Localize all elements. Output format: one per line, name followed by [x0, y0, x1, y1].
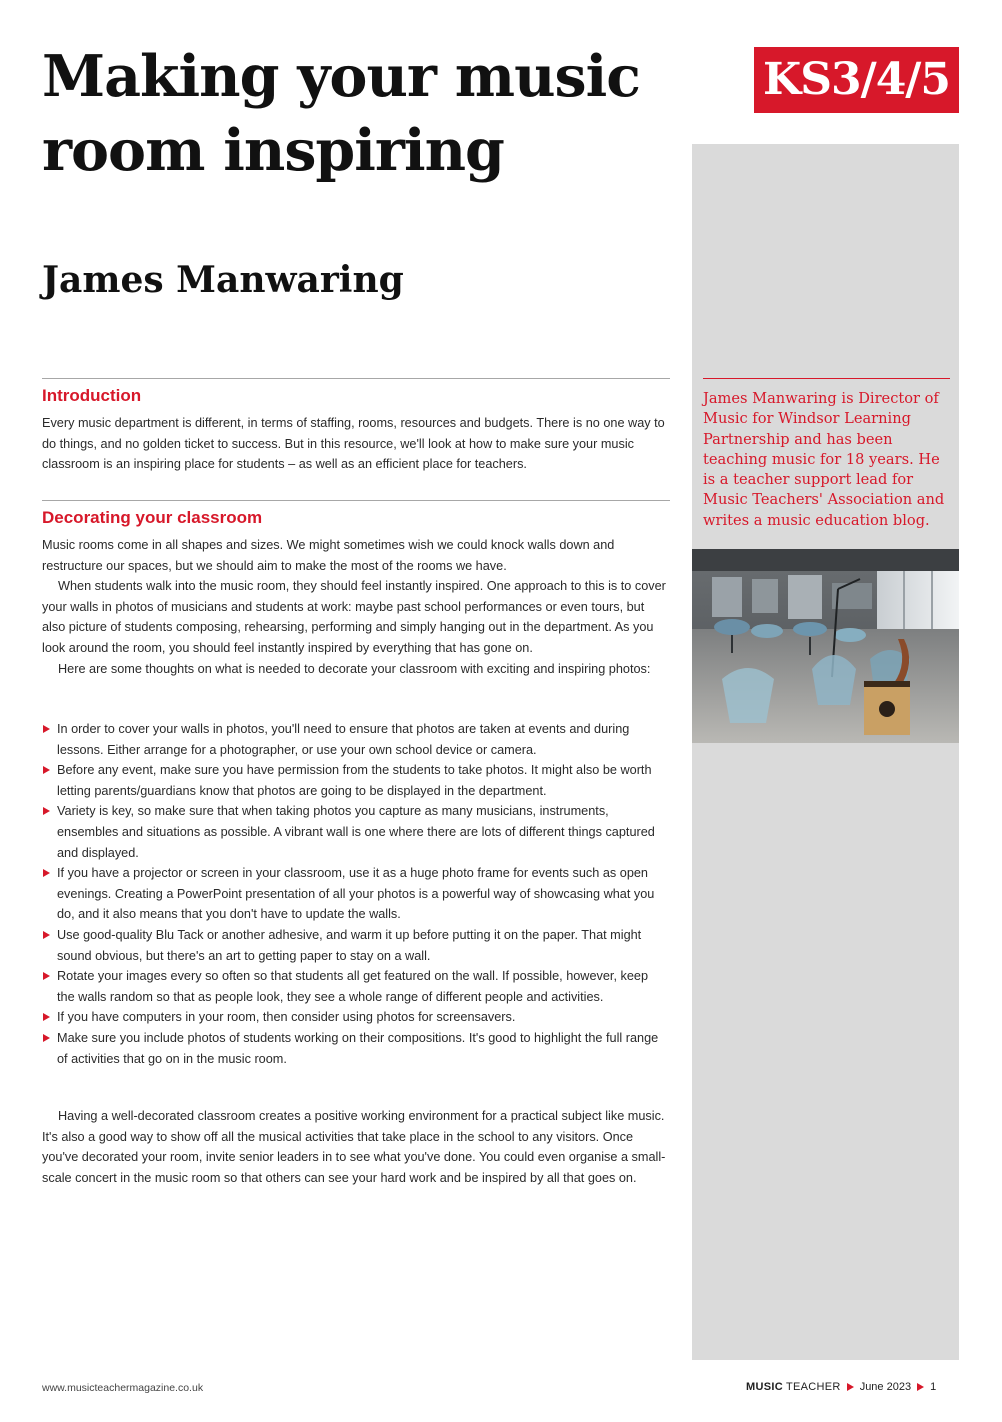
page-title [42, 40, 682, 188]
list-item [42, 966, 667, 1007]
decorating-heading: Decorating your classroom [42, 508, 263, 527]
brand-name-light: TEACHER [786, 1381, 841, 1393]
red-triangle-bullet-icon [43, 725, 50, 733]
red-triangle-bullet-icon [43, 931, 50, 939]
tips-list [42, 719, 667, 1069]
list-item-text: Before any event, make sure you have permission from the students to take photos. It might also be worth letting parents/guardians know that photos are going to be displayed in the department. [57, 763, 652, 798]
list-item [42, 863, 667, 925]
footer-publication [746, 1381, 960, 1393]
list-item [42, 801, 667, 863]
list-item-text: In order to cover your walls in photos, you'll need to ensure that photos are taken at events and during lessons. Either arrange for a photographer, or use your own school device or camera. [57, 722, 630, 757]
list-item-text: Variety is key, so make sure that when taking photos you capture as many musicians, instruments, ensembles and situations as possible. A vibrant wall is one where there are lots of different things captured and displayed. [57, 804, 655, 860]
red-triangle-bullet-icon [43, 766, 50, 774]
red-triangle-bullet-icon [43, 972, 50, 980]
paragraph: Having a well-decorated classroom creates a positive working environment for a practical subject like music. It's also a good way to show off all the musical activities that take place in the school to any visitors. Once you've decorated your room, invite senior leaders in to see what you've done. You could even organise a small-scale concert in the music room so that others can see your hard work and be inspired by all that goes on. [42, 1109, 666, 1185]
page-number: 1 [930, 1381, 937, 1393]
issue-date: June 2023 [859, 1381, 912, 1393]
author-name: James Manwaring [42, 259, 404, 301]
list-item-text: Make sure you include photos of students working on their compositions. It's good to highlight the full range of activities that go on in the music room. [57, 1030, 659, 1066]
triangle-separator-icon [917, 1383, 924, 1391]
red-triangle-bullet-icon [43, 1034, 50, 1042]
title-line-1: Making your music [42, 43, 640, 110]
music-room-photo [692, 549, 959, 743]
list-item-text: If you have a projector or screen in your classroom, use it as a huge photo frame for events such as open evenings. Creating a PowerPoint presentation of all your photos is a powerful way of showcasing what you do, and it also means that you don't have to update the walls. [57, 866, 655, 922]
paragraph: Music rooms come in all shapes and sizes. We might sometimes wish we could knock walls down and restructure our spaces, but we should aim to make the most of the rooms we have. [42, 538, 615, 573]
introduction-heading: Introduction [42, 386, 142, 405]
triangle-separator-icon [847, 1383, 854, 1391]
decorating-body [42, 535, 667, 679]
title-line-2: room inspiring [42, 117, 504, 184]
list-item [42, 719, 667, 760]
red-triangle-bullet-icon [43, 869, 50, 877]
list-item-text: Rotate your images every so often so that students all get featured on the wall. If possible, however, keep the walls random so that as people look, they see a whole range of different people and activities. [57, 969, 649, 1004]
footer-url[interactable]: www.musicteachermagazine.co.uk [42, 1382, 204, 1394]
intro-divider [42, 378, 670, 379]
music-room-photo-illustration [692, 549, 959, 743]
list-item [42, 760, 667, 801]
key-stage-badge: KS3/4/5 [754, 47, 959, 113]
list-item-text: Use good-quality Blu Tack or another adhesive, and warm it up before putting it on the paper. That might sound obvious, but there's an art to getting paper to stay on a wall. [57, 927, 642, 963]
bio-divider [703, 378, 950, 379]
paragraph: Here are some thoughts on what is needed to decorate your classroom with exciting and inspiring photos: [58, 661, 651, 676]
red-triangle-bullet-icon [43, 807, 50, 815]
author-bio: James Manwaring is Director of Music for Windsor Learning Partnership and has been teaching music for 18 years. He is a teacher support lead for Music Teachers' Association and writes a music education blog. [703, 390, 945, 529]
list-item [42, 1028, 667, 1069]
sidebar-panel [692, 144, 959, 1360]
list-item-text: If you have computers in your room, then consider using photos for screensavers. [57, 1010, 516, 1025]
paragraph: When students walk into the music room, they should feel instantly inspired. One approach to this is to cover your walls in photos of musicians and students at work: maybe past school performances or even tours, but also picture of students composing, rehearsing, performing and simply hanging out in the department. As you look around the room, you should feel instantly inspired by everything that has gone on. [42, 579, 666, 655]
list-item [42, 925, 667, 966]
brand-name-bold: MUSIC [746, 1381, 783, 1393]
list-item [42, 1007, 667, 1028]
section-divider [42, 500, 670, 501]
introduction-text: Every music department is different, in terms of staffing, rooms, resources and budgets. There is no one way to do things, and no golden ticket to success. But in this resource, we'll look at how to make sure your music classroom is an inspiring place for students – as well as an efficient place for teachers. [42, 416, 665, 472]
closing-text [42, 1106, 667, 1188]
red-triangle-bullet-icon [43, 1013, 50, 1021]
